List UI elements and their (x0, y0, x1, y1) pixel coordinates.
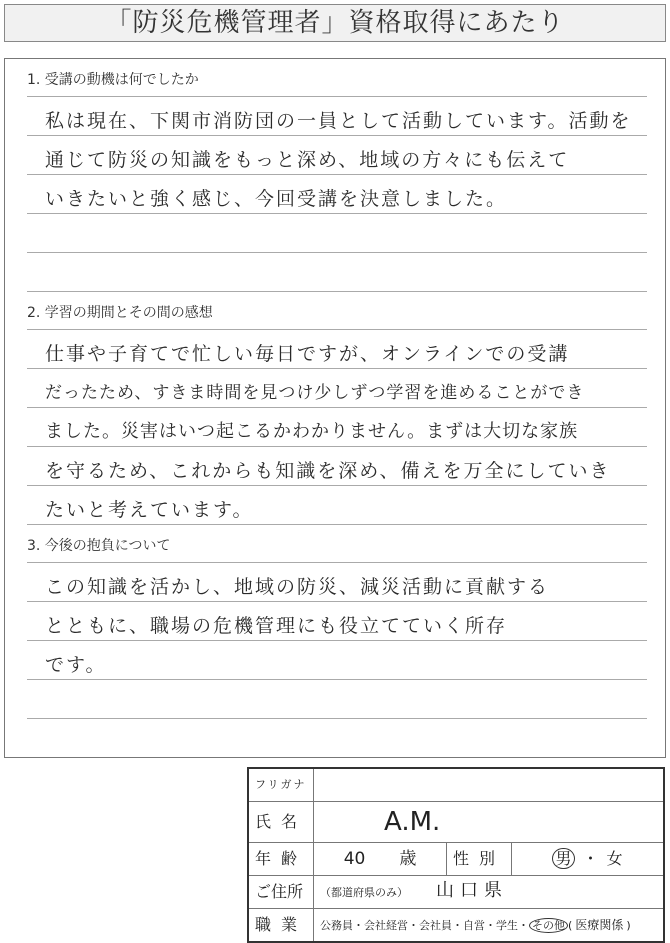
answer-2-line: だったため、すきま時間を見つけ少しずつ学習を進めることができ (45, 383, 585, 403)
essay-box (4, 58, 666, 758)
address-value: 山口県 (436, 880, 509, 901)
paren-close: ) (626, 918, 631, 932)
paren-open: ( (568, 918, 573, 932)
address-label: ご住所 (248, 876, 314, 909)
furigana-label: フリガナ (248, 768, 314, 802)
age-label: 年齢 (248, 843, 314, 876)
furigana-value (314, 768, 664, 802)
answer-2-line: を守るため、これからも知識を深め、備えを万全にしていき (45, 460, 611, 482)
applicant-info-form (247, 767, 665, 943)
job-options: 公務員・会社経営・会社員・自営・学生・ (320, 918, 530, 932)
answer-3-line: この知識を活かし、地域の防災、減災活動に貢献する (45, 576, 550, 598)
section-1-heading: 1. 受講の動機は何でしたか (27, 72, 199, 88)
address-note: （都道府県のみ） (320, 886, 409, 899)
answer-2-line: たいと考えています。 (45, 499, 254, 521)
answer-1-line: 私は現在、下関市消防団の一員として活動しています。活動を (45, 110, 632, 132)
answer-2-line: 仕事や子育てで忙しい毎日ですが、オンラインでの受講 (45, 343, 570, 365)
name-label: 氏名 (248, 802, 314, 843)
gender-female: 女 (606, 849, 623, 868)
answer-1-line: いきたいと強く感じ、今回受講を決意しました。 (45, 188, 508, 210)
answer-3-line: です。 (45, 654, 107, 676)
age-unit: 歳 (399, 849, 417, 869)
age-value: 40 (343, 849, 366, 869)
name-value: A.M. (314, 802, 664, 843)
gender-label: 性別 (447, 843, 512, 876)
section-3-heading: 3. 今後の抱負について (27, 538, 171, 554)
answer-1-line: 通じて防災の知識をもっと深め、地域の方々にも伝えて (45, 149, 570, 171)
gender-male-selected: 男 (552, 848, 574, 869)
gender-separator: ・ (582, 849, 599, 868)
job-other-value: 医療関係 (575, 917, 624, 932)
page-title: 「防災危機管理者」資格取得にあたり (4, 4, 666, 42)
section-2-heading: 2. 学習の期間とその間の感想 (27, 305, 213, 321)
job-label: 職業 (248, 909, 314, 943)
answer-3-line: とともに、職場の危機管理にも役立てていく所存 (45, 615, 508, 637)
answer-2-line: ました。災害はいつ起こるかわかりません。まずは大切な家族 (45, 421, 579, 442)
job-other-selected: その他 (529, 918, 568, 933)
